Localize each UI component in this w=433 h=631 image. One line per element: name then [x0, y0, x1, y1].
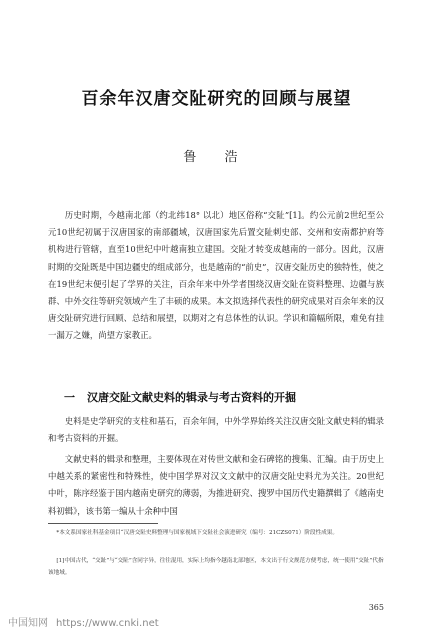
cnki-watermark: [8, 614, 159, 629]
watermark-url: https://www.cnki.net: [56, 618, 159, 629]
intro-paragraph: 历史时期，今越南北部（约北纬18° 以北）地区俗称“交阯”[1]。约公元前2世纪至公元10世纪初属于汉唐国家的南部疆域，汉唐国家先后置交阯刺史部、交州和安南都护府等机构进行管辖，直至10世纪中叶越南独立建国。交阯才转变成越南的一部分。因此，汉唐时期的交阯既是中国边疆史的组成部分，也是越南的“前史”，汉唐交阯历史的独特性，使之在19世纪末便引起了学界的关注，百余年来中外学者围绕汉唐交阯在资料整理、边疆与族群、中外交往等研究领域产生了丰硕的成果。本文拟选择代表性的研究成果对百余年来的汉唐交阯研究进行回顾、总结和展望，以期对之有总体性的认识。学识和篇幅所限，难免有挂一漏万之嫌，尚望方家教正。: [48, 210, 384, 341]
article-title: 百余年汉唐交阯研究的回顾与展望: [81, 89, 352, 109]
author-name: 鲁 浩: [183, 150, 250, 165]
section-number: 一: [64, 391, 75, 404]
page-number: 365: [368, 603, 384, 612]
footnote-divider: [48, 523, 158, 524]
section-heading-text: 汉唐交阯文献史料的辑录与考古资料的开掘: [87, 391, 296, 404]
footnote-funding: *本文系国家社科基金项目“汉唐交阯史料整理与国家视域下交阯社会演进研究（编号：21CZS071）阶段性成果。: [56, 530, 338, 536]
section-paragraph-2: 文献史料的辑录和整理，主要体现在对传世文献和金石碑铭的搜集、汇编。由于历史上中越关系的紧密性和特殊性，使中国学界对汉文文献中的汉唐交阯史料尤为关注。20世纪中叶，陈序经鉴于国内越南史研究的薄弱，为推进研究、搜罗中国历代史籍撰辑了《越南史料初辑》，该书第一编从十余种中国: [48, 454, 384, 516]
footnote-1: [1]中国古代，“交趾”与“交阯”含同字异，往往混用，实际上均指今越南北部地区，本文出于行文规范方便考虑，统一使用“交阯”代指该地域。: [48, 558, 384, 576]
watermark-site-name: 中国知网: [8, 618, 48, 629]
section-paragraph-1: 史料是史学研究的支柱和基石，百余年间，中外学界始终关注汉唐交阯文献史料的辑录和考古资料的开掘。: [48, 416, 384, 444]
section-heading: [48, 389, 384, 405]
